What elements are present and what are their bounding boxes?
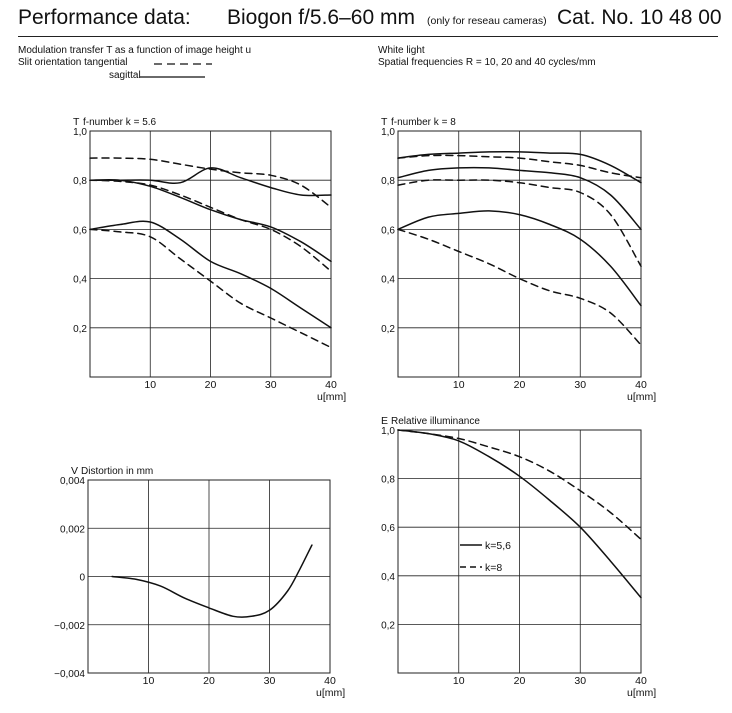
y-tick-label: 0,2 bbox=[381, 323, 395, 335]
chart-title: f-number k = 8 bbox=[391, 117, 456, 128]
y-tick-label: 0,8 bbox=[73, 176, 87, 188]
chart-mtf-k56 bbox=[73, 116, 346, 403]
x-tick-label: 40 bbox=[324, 675, 336, 687]
chart-illuminance bbox=[381, 415, 656, 699]
x-tick-label: 10 bbox=[452, 379, 465, 391]
y-tick-label: 0,8 bbox=[381, 474, 395, 486]
y-tick-label: 0,4 bbox=[73, 274, 87, 286]
chart-title: Distortion in mm bbox=[81, 466, 154, 477]
x-axis-label: u[mm] bbox=[316, 687, 346, 699]
y-tick-label: 0,4 bbox=[381, 274, 395, 286]
x-tick-label: 10 bbox=[144, 379, 157, 391]
frequency-description: Spatial frequencies R = 10, 20 and 40 cycles/mm bbox=[378, 57, 596, 68]
y-tick-label: 0,6 bbox=[381, 225, 395, 237]
y-axis-label: T bbox=[73, 116, 80, 128]
x-axis-label: u[mm] bbox=[317, 391, 347, 403]
y-axis-label: V bbox=[71, 465, 79, 477]
x-tick-label: 30 bbox=[263, 675, 276, 687]
light-description: White light bbox=[378, 45, 425, 56]
y-tick-label: 0,002 bbox=[59, 524, 85, 536]
sagittal-label: sagittal bbox=[109, 70, 141, 81]
x-tick-label: 40 bbox=[635, 675, 647, 687]
chart-title: Relative illuminance bbox=[391, 416, 480, 427]
x-tick-label: 20 bbox=[204, 379, 217, 391]
y-tick-label: 1,0 bbox=[381, 127, 395, 138]
legend-label: k=8 bbox=[485, 562, 503, 574]
chart-mtf-k8 bbox=[381, 116, 656, 403]
x-tick-label: 30 bbox=[264, 379, 277, 391]
y-tick-label: 0,4 bbox=[381, 571, 395, 583]
x-tick-label: 40 bbox=[635, 379, 647, 391]
y-axis-label: E bbox=[381, 415, 389, 427]
catalog-number: Cat. No. 10 48 00 bbox=[557, 6, 722, 29]
x-tick-label: 20 bbox=[513, 675, 526, 687]
series-line-1 bbox=[112, 545, 312, 617]
y-tick-label: 0,2 bbox=[381, 620, 395, 632]
tangential-label: Slit orientation tangential bbox=[18, 57, 128, 68]
y-tick-label: −0,002 bbox=[54, 620, 85, 632]
y-tick-label: 1,0 bbox=[73, 127, 87, 138]
y-tick-label: −0,004 bbox=[54, 669, 85, 680]
mtf-description: Modulation transfer T as a function of image height u bbox=[18, 45, 252, 56]
y-tick-label: 0,6 bbox=[381, 523, 395, 535]
x-tick-label: 40 bbox=[325, 379, 337, 391]
y-tick-label: 0,6 bbox=[73, 225, 87, 237]
y-axis-label: T bbox=[381, 116, 388, 128]
x-axis-label: u[mm] bbox=[627, 687, 657, 699]
y-tick-label: 0,004 bbox=[59, 476, 85, 487]
chart-distortion bbox=[54, 465, 345, 699]
x-tick-label: 20 bbox=[203, 675, 215, 687]
y-tick-label: 0,8 bbox=[381, 176, 395, 188]
y-tick-label: 0,2 bbox=[73, 323, 87, 335]
y-tick-label: 1,0 bbox=[381, 426, 395, 437]
y-tick-label: 0 bbox=[79, 572, 85, 584]
page-title: Performance data: bbox=[18, 6, 191, 29]
lens-name: Biogon f/5.6–60 mm bbox=[227, 6, 415, 29]
lens-note: (only for reseau cameras) bbox=[427, 15, 547, 27]
legend-label: k=5,6 bbox=[485, 540, 511, 552]
x-tick-label: 10 bbox=[452, 675, 465, 687]
x-tick-label: 30 bbox=[574, 379, 587, 391]
x-axis-label: u[mm] bbox=[627, 391, 657, 403]
x-tick-label: 10 bbox=[142, 675, 155, 687]
chart-title: f-number k = 5.6 bbox=[83, 117, 157, 128]
x-tick-label: 30 bbox=[574, 675, 587, 687]
x-tick-label: 20 bbox=[513, 379, 526, 391]
